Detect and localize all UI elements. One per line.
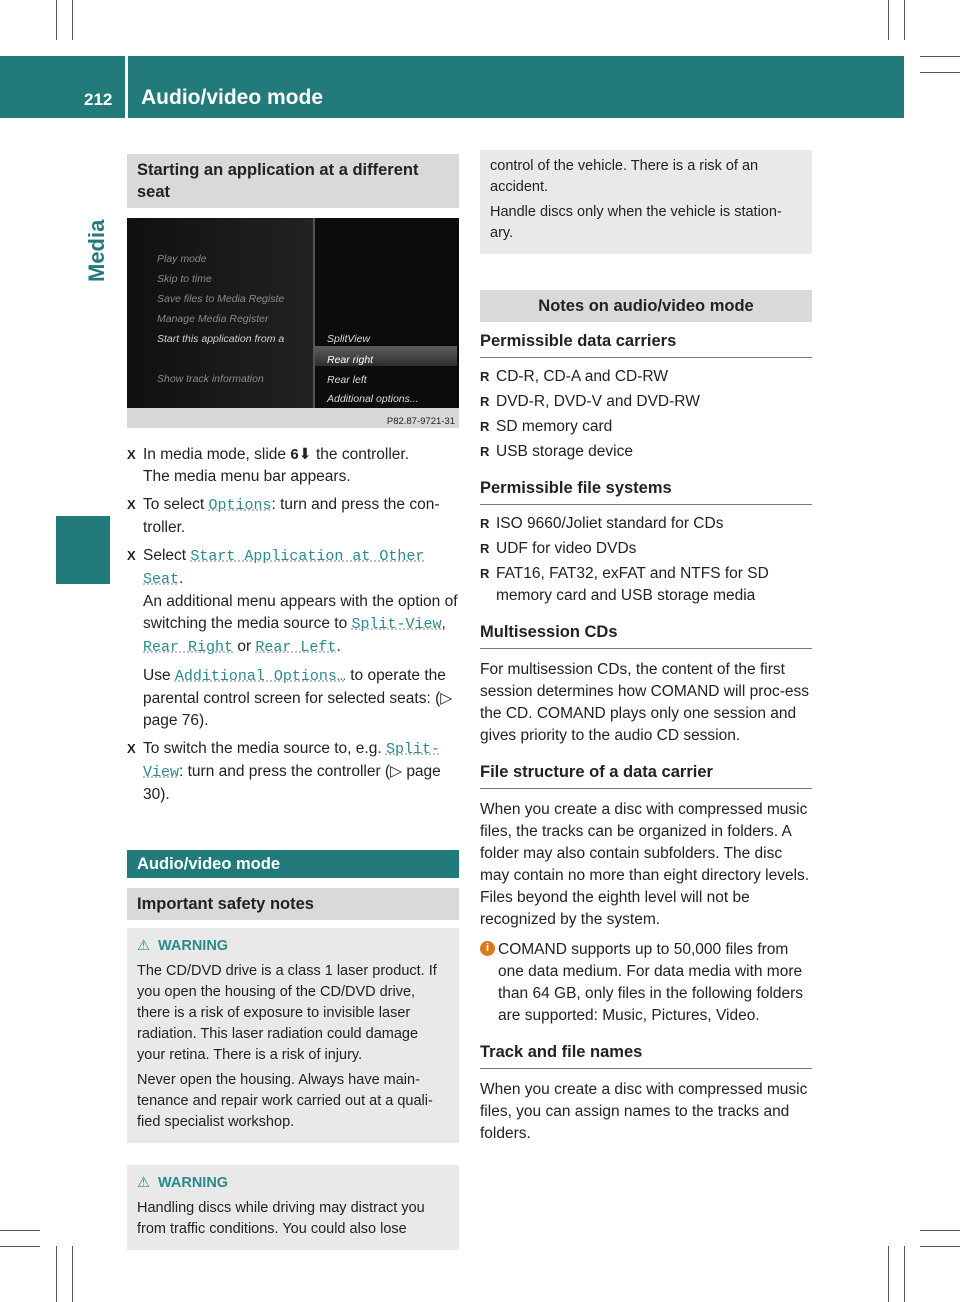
list-item-text: USB storage device bbox=[496, 443, 633, 460]
list-item bbox=[480, 366, 812, 388]
crop-mark bbox=[920, 56, 960, 57]
step-text: Use bbox=[143, 667, 175, 684]
crop-mark bbox=[72, 0, 73, 40]
section-heading: Important safety notes bbox=[127, 888, 459, 920]
bullet-marker: R bbox=[480, 516, 490, 531]
instruction-step bbox=[127, 444, 459, 488]
warning-text: Handle discs only when the vehicle is station-ary. bbox=[490, 204, 782, 241]
crop-mark bbox=[56, 1246, 57, 1302]
list-item bbox=[480, 513, 812, 535]
step-marker: X bbox=[127, 548, 136, 563]
file-system-list bbox=[480, 513, 812, 607]
menu-item-reference: Rear Right bbox=[143, 639, 234, 656]
header-divider bbox=[125, 56, 128, 118]
comand-screenshot bbox=[127, 218, 459, 428]
subsection-heading: Track and file names bbox=[480, 1041, 812, 1069]
page-reference[interactable]: to operate the parental control screen for selected seats: (▷ page 76). bbox=[143, 667, 453, 729]
down-arrow-icon: ⬇ bbox=[298, 446, 312, 463]
controller-slide-symbol: 6 bbox=[290, 446, 299, 463]
warning-title-text: WARNING bbox=[158, 938, 229, 954]
screen-menu-item: Skip to time bbox=[157, 273, 212, 285]
subsection-heading: Permissible file systems bbox=[480, 477, 812, 505]
menu-item-reference: Additional Options… bbox=[174, 668, 346, 685]
warning-text: control of the vehicle. There is a risk of an accident. bbox=[490, 158, 759, 195]
page-header bbox=[0, 56, 904, 118]
crop-mark bbox=[904, 0, 905, 40]
subsection-heading: Permissible data carriers bbox=[480, 330, 812, 358]
subsection-heading: Multisession CDs bbox=[480, 621, 812, 649]
page-number: 212 bbox=[84, 90, 113, 109]
menu-item-reference: Options bbox=[208, 497, 272, 514]
step-text: : turn and press the con-troller. bbox=[143, 496, 440, 536]
list-item bbox=[480, 563, 812, 607]
instruction-step bbox=[127, 545, 459, 732]
crop-mark bbox=[888, 1246, 889, 1302]
crop-mark bbox=[56, 0, 57, 40]
screen-menu-item: Manage Media Register bbox=[157, 313, 269, 325]
left-column bbox=[127, 150, 459, 1250]
warning-title bbox=[137, 1173, 449, 1194]
warning-text: Never open the housing. Always have main-tenance and repair work carried out at a quali-fied specialist workshop. bbox=[137, 1072, 433, 1130]
screen-menu-item: Start this application from a bbox=[157, 333, 285, 345]
page-title: Audio/video mode bbox=[141, 86, 324, 109]
figure-caption bbox=[127, 408, 459, 428]
step-text: the controller. bbox=[311, 446, 410, 463]
chapter-tab-label: Media bbox=[84, 219, 109, 282]
body-paragraph: When you create a disc with compressed music files, you can assign names to the tracks and folders. bbox=[480, 1081, 808, 1142]
warning-title-text: WARNING bbox=[158, 1175, 229, 1191]
instruction-step bbox=[127, 738, 459, 806]
screen-menu-item: Play mode bbox=[157, 253, 207, 265]
bullet-marker: R bbox=[480, 541, 490, 556]
warning-text: The CD/DVD drive is a class 1 laser product. If you open the housing of the CD/DVD drive, there is a risk of exposure to invisible laser radiation. This laser radiation could damage your retina. There is a risk of injury. bbox=[137, 963, 437, 1063]
list-item-text: FAT16, FAT32, exFAT and NTFS for SD memory card and USB storage media bbox=[496, 565, 769, 604]
screen-menu-item: Show track information bbox=[157, 373, 264, 385]
step-marker: X bbox=[127, 497, 136, 512]
page-reference[interactable]: : turn and press the controller (▷ page 30). bbox=[143, 763, 441, 803]
instruction-step bbox=[127, 494, 459, 539]
info-note bbox=[480, 939, 812, 1027]
warning-text: Handling discs while driving may distract you from traffic conditions. You could also lose bbox=[137, 1200, 425, 1237]
list-item-text: DVD-R, DVD-V and DVD-RW bbox=[496, 393, 700, 410]
bullet-marker: R bbox=[480, 369, 490, 384]
warning-box bbox=[127, 928, 459, 1143]
list-item-text: SD memory card bbox=[496, 418, 613, 435]
step-text: , bbox=[441, 615, 446, 632]
body-paragraph: For multisession CDs, the content of the first session determines how COMAND will proc-ess the CD. COMAND plays only one session and gives priority to the audio CD session. bbox=[480, 661, 810, 744]
screen-submenu-item: Additional options... bbox=[327, 393, 419, 405]
bullet-marker: R bbox=[480, 419, 490, 434]
subsection-heading: File structure of a data carrier bbox=[480, 761, 812, 789]
step-text: Select bbox=[143, 547, 191, 564]
list-item-text: UDF for video DVDs bbox=[496, 540, 637, 557]
step-result: The media menu bar appears. bbox=[143, 468, 351, 485]
right-column bbox=[480, 150, 812, 1145]
crop-mark bbox=[920, 1246, 960, 1247]
screen-submenu-item: SplitView bbox=[327, 333, 370, 345]
crop-mark bbox=[72, 1246, 73, 1302]
step-text: In media mode, slide bbox=[143, 446, 291, 463]
step-text: . bbox=[179, 570, 184, 587]
list-item bbox=[480, 416, 812, 438]
step-marker: X bbox=[127, 741, 136, 756]
crop-mark bbox=[0, 1246, 40, 1247]
screen-submenu-item: Rear right bbox=[327, 354, 374, 366]
menu-item-reference: Start Application at Other Seat bbox=[143, 548, 425, 588]
menu-item-reference: Rear Left bbox=[255, 639, 337, 656]
crop-mark bbox=[888, 0, 889, 40]
bullet-marker: R bbox=[480, 444, 490, 459]
list-item-text: ISO 9660/Joliet standard for CDs bbox=[496, 515, 724, 532]
step-marker: X bbox=[127, 447, 136, 462]
crop-mark bbox=[920, 72, 960, 73]
figure-code: P82.87-9721-31 bbox=[386, 416, 455, 427]
data-carrier-list bbox=[480, 366, 812, 463]
chapter-tab bbox=[56, 516, 110, 584]
step-text: To switch the media source to, e.g. bbox=[143, 740, 386, 757]
section-heading: Notes on audio/video mode bbox=[480, 290, 812, 322]
warning-box bbox=[127, 1165, 459, 1250]
chapter-section-heading: Audio/video mode bbox=[127, 850, 459, 878]
warning-title bbox=[137, 936, 449, 957]
crop-mark bbox=[0, 1230, 40, 1231]
menu-item-reference: Split-View bbox=[143, 741, 440, 781]
step-text: . bbox=[336, 638, 341, 655]
list-item bbox=[480, 538, 812, 560]
screen-menu-item: Save files to Media Registe bbox=[157, 293, 285, 305]
warning-icon: ⚠ bbox=[137, 938, 150, 954]
section-heading: Starting an application at a different seat bbox=[127, 154, 459, 208]
info-icon: i bbox=[480, 941, 495, 956]
step-text: To select bbox=[143, 496, 209, 513]
bullet-marker: R bbox=[480, 566, 490, 581]
body-paragraph: When you create a disc with compressed music files, the tracks can be organized in folders. A folder may also contain subfolders. The disc may contain no more than eight directory levels. Files beyond the eighth level will not be recognized by the system. bbox=[480, 801, 810, 928]
screen-submenu-item: Rear left bbox=[327, 374, 367, 386]
bullet-marker: R bbox=[480, 394, 490, 409]
list-item bbox=[480, 441, 812, 463]
step-text: or bbox=[233, 638, 256, 655]
warning-icon: ⚠ bbox=[137, 1175, 150, 1191]
crop-mark bbox=[904, 1246, 905, 1302]
list-item bbox=[480, 391, 812, 413]
menu-item-reference: Split-View bbox=[351, 616, 442, 633]
crop-mark bbox=[920, 1230, 960, 1231]
step-result: An additional menu appears with the option of switching the media source to bbox=[143, 593, 458, 632]
warning-box-continued bbox=[480, 150, 812, 254]
list-item-text: CD-R, CD-A and CD-RW bbox=[496, 368, 668, 385]
info-text: COMAND supports up to 50,000 files from one data medium. For data media with more than 64 GB, only files in the following folders are supported: Music, Pictures, Video. bbox=[498, 941, 804, 1024]
